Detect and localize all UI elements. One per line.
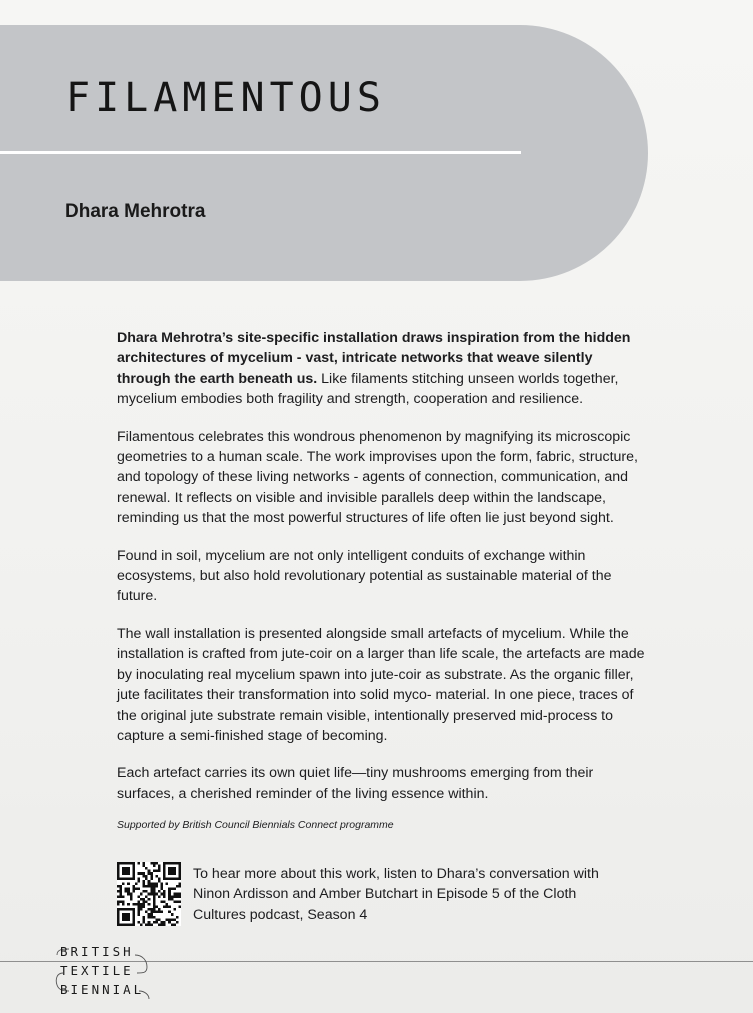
description [117,328,649,821]
paragraph-5: Each artefact carries its own quiet life—tiny mushrooms emerging from their surfaces, a cherished reminder of the living essence within. [117,765,594,802]
logo-word-biennial: BIENNIAL [60,982,145,997]
paragraph-2: Filamentous celebrates this wondrous phenomenon by magnifying its microscopic geometries to a human scale. The work improvises upon the form, fabric, structure, and topology of these living networks - agents of connection, communication, and renewal. It reflects on visible and invisible parallels deep within the landscape, reminding us that the most powerful structures of life often lie just beyond sight. [117,428,638,527]
exhibit-title: FILAMENTOUS [66,75,386,121]
logo-word-textile: TEXTILE [60,963,134,978]
paragraph-1 [117,328,649,410]
paragraph-1-lead: Dhara Mehrotra’s site-specific installation draws inspiration from the hidden architectures of mycelium - vast, intricate networks that weave silently through the earth beneath us. [117,330,631,387]
paragraph-1-rest: Like filaments stitching unseen worlds together, mycelium embodies both fragility and strength, cooperation and resilience. [117,370,619,408]
title-divider [0,151,521,154]
funding-credit: Supported by British Council Biennials Connect programme [117,819,394,831]
qr-code-icon[interactable] [117,862,181,926]
paragraph-3: Found in soil, mycelium are not only intelligent conduits of exchange within ecosystems, but also hold revolutionary potential as sustainable material of the future. [117,547,612,605]
paragraph-4: The wall installation is presented alongside small artefacts of mycelium. While the installation is crafted from jute-coir on a larger than life scale, the artefacts are made by inoculating real mycelium spawn into jute-coir as substrate. As the organic filler, jute facilitates their transformation into solid myco- material. In one piece, traces of the original jute substrate remain visible, intentionally preserved mid-process to capture a semi-finished stage of becoming. [117,625,645,744]
artist-name: Dhara Mehrotra [65,201,206,222]
podcast-note: To hear more about this work, listen to Dhara’s conversation with Ninon Ardisson and Amber Butchart in Episode 5 of the Cloth Cultures podcast, Season 4 [193,866,599,923]
british-textile-biennial-logo [55,943,151,1001]
logo-word-british: BRITISH [60,944,134,959]
